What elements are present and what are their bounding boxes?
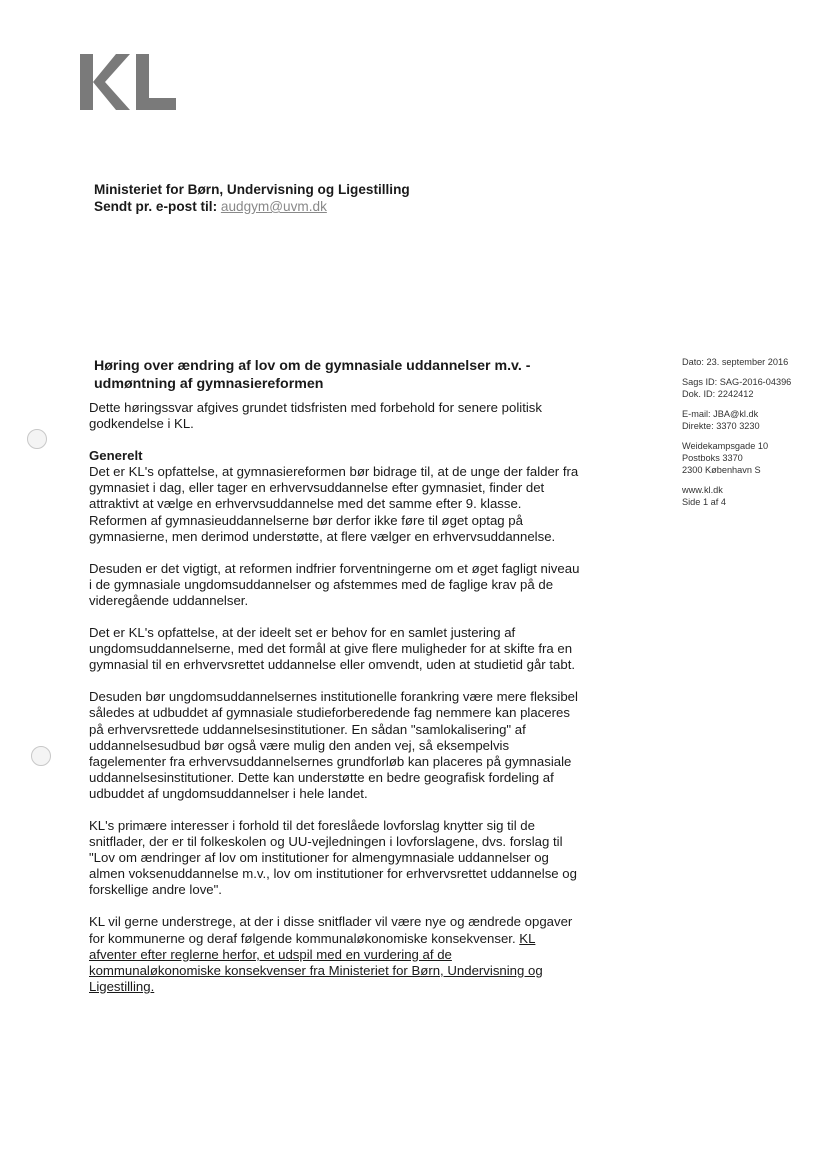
title-line-1: Høring over ændring af lov om de gymnasiale uddannelser m.v. - [94,358,531,374]
section-heading: Generelt [89,448,143,464]
paragraph-6 [89,914,581,994]
paragraph-3: Det er KL's opfattelse, at der ideelt set er behov for en samlet justering af ungdomsuddannelserne, med det formål at give flere muligheder for at skifte fra en gymnasial til en erhvervsrettet uddannelse eller omvendt, uden at studietid går tabt. [89,625,576,673]
intro-paragraph: Dette høringssvar afgives grundet tidsfristen med forbehold for senere politisk godkendelse i KL. [89,400,542,432]
paragraph-6-text: KL vil gerne understrege, at der i disse snitflader vil være nye og ændrede opgaver for kommunerne og deraf følgende kommunaløkonomiske konsekvenser. [89,914,573,946]
address-line-2: Postboks 3370 [682,453,743,463]
sags-id-line: Sags ID: SAG-2016-04396 [682,377,792,387]
paragraph-5: KL's primære interesser i forhold til det foreslåede lovforslag knytter sig til de snitflader, der er til folkeskolen og UU-vejledningen i lovforslagene, dvs. forslag til "Lov om ændringer af lov om institutioner for almengymnasiale uddannelser og almen voksenuddannelse m.v., lov om institutioner for erhvervsrettet uddannelse og forskellige andre love". [89,817,577,898]
title-line-2: udmøntning af gymnasiereformen [94,376,324,392]
addressee-block [94,181,410,215]
punch-hole-top [27,429,47,449]
kl-logo [78,52,178,112]
paragraph-4: Desuden bør ungdomsuddannelsernes institutionelle forankring være mere fleksibel således at udbuddet af gymnasiale studieforberedende fag nemmere kan placeres på erhvervsrettede uddannelsesinstitutioner. En sådan "samlokalisering" af uddannelsesudbud bør også være mulig den anden vej, så eksempelvis fagelementer fra erhvervsuddannelsernes grundforløb kan placeres på gymnasiale uddannelsesinstitutioner. Dette kan understøtte en bedre geografisk fordeling af udbuddet af ungdomsuddannelser i hele landet. [89,689,578,801]
sent-line [94,198,410,215]
email-line: E-mail: JBA@kl.dk [682,409,759,419]
paragraph-6-underlined: KL afventer efter reglerne herfor, et udspil med en vurdering af de kommunaløkonomiske konsekvenser fra Ministeriet for Børn, Undervisning og Ligestilling. [89,930,543,994]
punch-hole-bottom [31,746,51,766]
metadata-sidebar [682,356,822,516]
document-title [94,357,584,393]
letter-body [89,400,581,1011]
paragraph-2: Desuden er det vigtigt, at reformen indfrier forventningerne om et øget fagligt niveau i de gymnasiale ungdomsuddannelser og afstemmes med de faglige krav på de videregående uddannelser. [89,560,580,608]
address-line-1: Weidekampsgade 10 [682,441,769,451]
recipient-email-link[interactable]: audgym@uvm.dk [220,199,327,214]
address-line-3: 2300 København S [682,465,761,475]
direkte-line: Direkte: 3370 3230 [682,421,760,431]
date-line: Dato: 23. september 2016 [682,357,789,367]
website-line: www.kl.dk [682,485,723,495]
dok-id-line: Dok. ID: 2242412 [682,389,754,399]
page-number: Side 1 af 4 [682,497,726,507]
recipient-name: Ministeriet for Børn, Undervisning og Ligestilling [94,182,410,197]
sent-label: Sendt pr. e-post til: [94,199,218,214]
paragraph-1: Det er KL's opfattelse, at gymnasiereformen bør bidrage til, at de unge der falder fra gymnasiet i dag, eller tager en erhvervsuddannelse efter gymnasiet, finder det attraktivt at vælge en erhvervsuddannelse med det samme efter 9. klasse. Reformen af gymnasieuddannelserne bør derfor ikke føre til øget optag på gymnasierne, men derimod understøtte, at flere vælger en erhvervsuddannelse. [89,464,579,544]
